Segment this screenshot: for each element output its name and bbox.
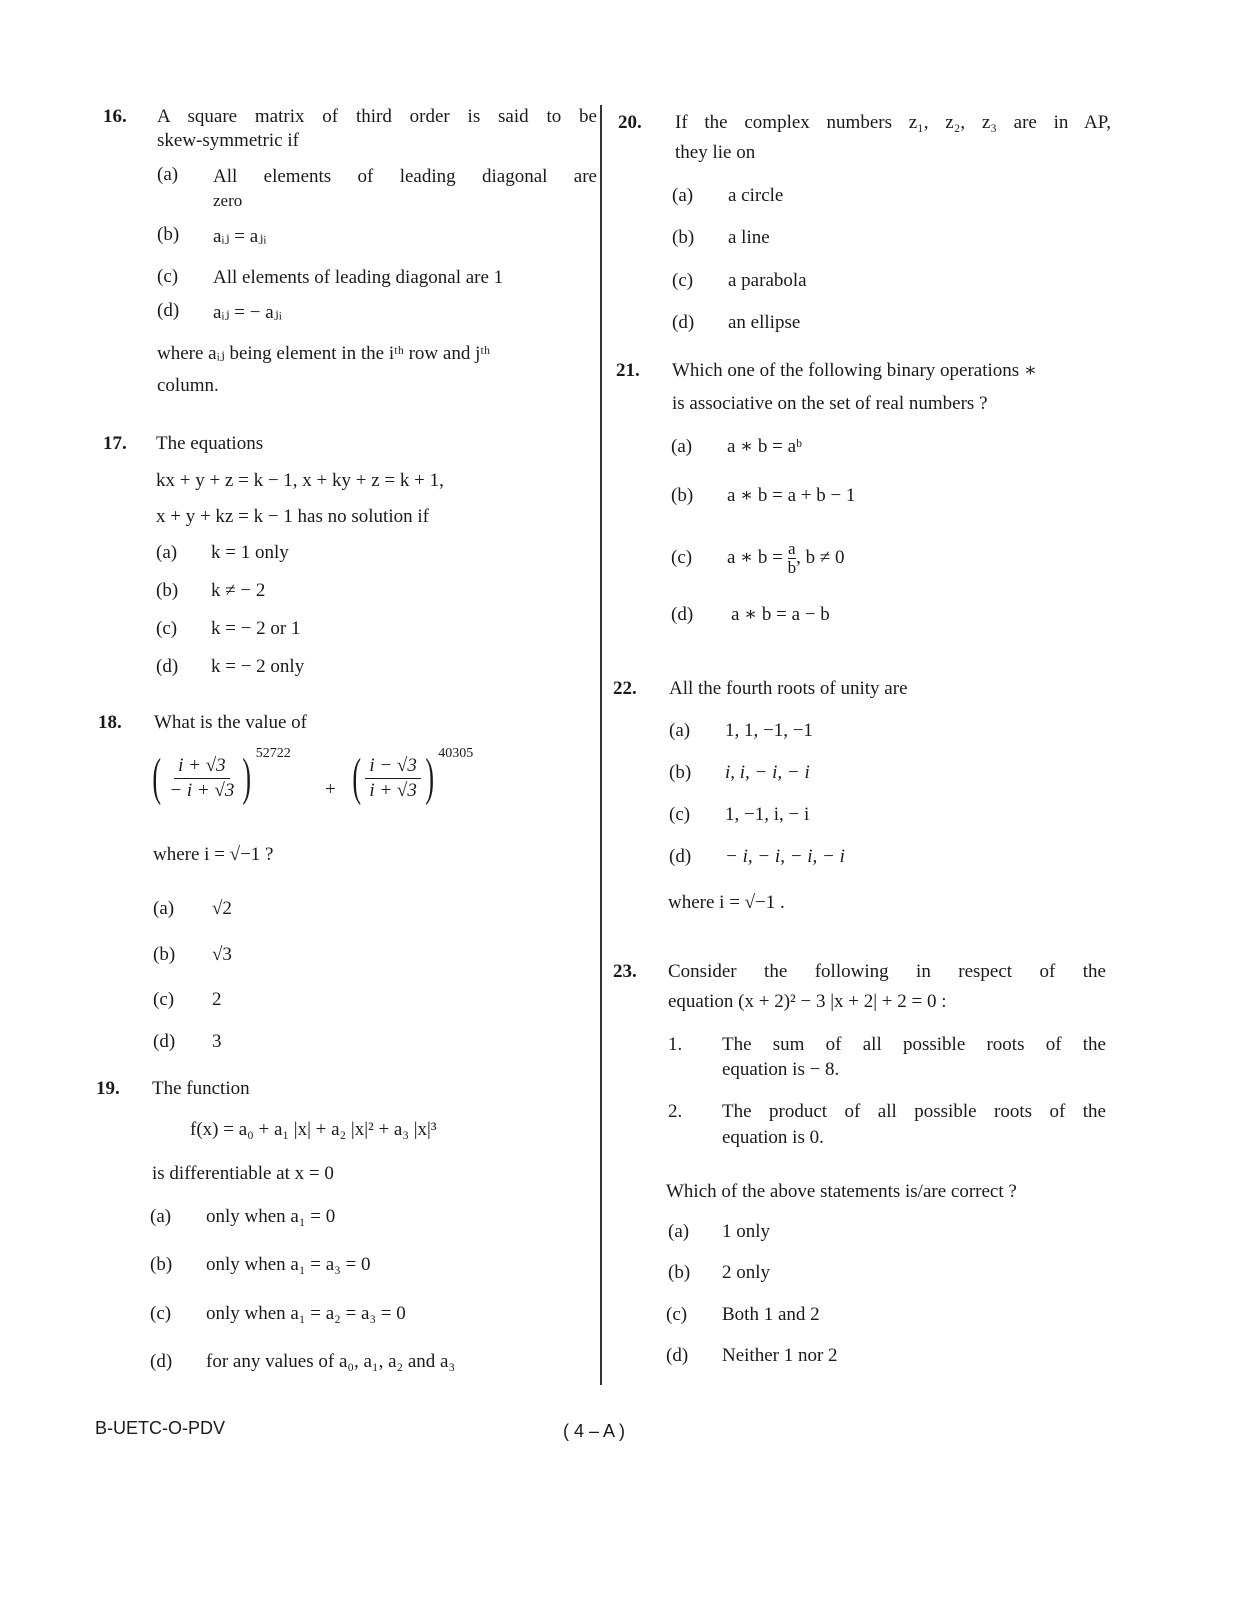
column-divider: [600, 105, 602, 1385]
statement-text: The sum of all possible roots of the: [722, 1034, 1106, 1055]
option-label[interactable]: (d): [153, 1031, 176, 1052]
option-label[interactable]: (c): [153, 989, 175, 1010]
option-label[interactable]: (a): [150, 1206, 172, 1227]
question-note: column.: [157, 375, 219, 396]
statement-text: equation is 0.: [722, 1127, 824, 1148]
option-label[interactable]: (a): [153, 898, 175, 919]
option-label[interactable]: (b): [153, 944, 176, 965]
option-text[interactable]: for any values of a₀, a₁, a₂ and a₃: [206, 1351, 456, 1372]
question-stem: they lie on: [675, 142, 756, 163]
where-clause: where i = √−1 ?: [153, 844, 274, 865]
question-number: 20.: [618, 112, 642, 133]
option-text[interactable]: a ∗ b = a + b − 1: [727, 485, 856, 506]
where-clause: where i = √−1 .: [668, 892, 785, 913]
option-label[interactable]: (b): [156, 580, 179, 601]
numerator: i − √3: [365, 755, 421, 779]
question-number: 22.: [613, 678, 637, 699]
right-paren: ): [242, 749, 252, 806]
option-label[interactable]: (d): [672, 312, 695, 333]
option-label[interactable]: (d): [666, 1345, 689, 1366]
option-text[interactable]: k = − 2 only: [211, 656, 305, 677]
question-number: 18.: [98, 712, 122, 733]
option-label[interactable]: (d): [157, 300, 180, 321]
option-text[interactable]: a parabola: [728, 270, 807, 291]
option-text[interactable]: i, i, − i, − i: [725, 762, 810, 783]
option-text[interactable]: aᵢⱼ = aⱼᵢ: [213, 226, 267, 247]
question-number: 17.: [103, 433, 127, 454]
option-text[interactable]: [727, 538, 845, 578]
option-text[interactable]: k = 1 only: [211, 542, 289, 563]
option-label[interactable]: (a): [156, 542, 178, 563]
fraction-term-1: [148, 746, 291, 806]
question-stem: A square matrix of third order is said to be: [157, 106, 597, 127]
option-text[interactable]: 1, −1, i, − i: [725, 804, 810, 825]
option-text[interactable]: k = − 2 or 1: [211, 618, 301, 639]
question-stem: If the complex numbers z₁, z₂, z₃ are in AP,: [675, 112, 1111, 133]
fraction: [788, 540, 797, 577]
option-text[interactable]: k ≠ − 2: [211, 580, 266, 601]
option-label[interactable]: (b): [150, 1254, 173, 1275]
option-label[interactable]: (c): [671, 547, 693, 568]
option-text[interactable]: 1 only: [722, 1221, 771, 1242]
numerator: a: [788, 539, 796, 559]
question-stem: The equations: [156, 433, 264, 454]
option-label[interactable]: (c): [150, 1303, 172, 1324]
denominator: i + √3: [369, 779, 417, 801]
condition: , b ≠ 0: [796, 547, 845, 568]
question-stem: All the fourth roots of unity are: [669, 678, 908, 699]
exponent: 52722: [255, 746, 291, 761]
option-text[interactable]: 2 only: [722, 1262, 771, 1283]
option-label[interactable]: (a): [672, 185, 694, 206]
question-note: where aᵢⱼ being element in the iᵗʰ row and jᵗʰ: [157, 343, 491, 364]
option-label[interactable]: (d): [156, 656, 179, 677]
question-stem: What is the value of: [154, 712, 308, 733]
option-text[interactable]: All elements of leading diagonal are: [213, 166, 597, 187]
option-label[interactable]: (c): [156, 618, 178, 639]
option-label[interactable]: (d): [669, 846, 692, 867]
equation: kx + y + z = k − 1, x + ky + z = k + 1,: [156, 470, 444, 491]
option-text[interactable]: only when a₁ = 0: [206, 1206, 336, 1227]
left-paren: (: [152, 749, 161, 806]
question-number: 23.: [613, 961, 637, 982]
function-formula: f(x) = a₀ + a₁ |x| + a₂ |x|² + a₃ |x|³: [190, 1119, 437, 1140]
option-label[interactable]: (b): [668, 1262, 691, 1283]
statement-label: 2.: [668, 1101, 683, 1122]
option-text[interactable]: zero: [213, 191, 243, 210]
question-number: 21.: [616, 360, 640, 381]
question-stem: is differentiable at x = 0: [152, 1163, 334, 1184]
option-label[interactable]: (a): [668, 1221, 690, 1242]
option-label[interactable]: (b): [672, 227, 695, 248]
option-label[interactable]: (c): [157, 266, 179, 287]
question-number: 16.: [103, 106, 127, 127]
option-label[interactable]: (b): [671, 485, 694, 506]
question-stem: Which one of the following binary operations ∗: [672, 360, 1037, 381]
question-prompt: Which of the above statements is/are correct ?: [666, 1181, 1017, 1202]
option-label[interactable]: (a): [671, 436, 693, 457]
option-label[interactable]: (b): [669, 762, 692, 783]
option-text[interactable]: only when a₁ = a₃ = 0: [206, 1254, 371, 1275]
question-stem: The function: [152, 1078, 250, 1099]
option-label[interactable]: (c): [672, 270, 694, 291]
option-text[interactable]: a ∗ b = aᵇ: [727, 436, 802, 457]
question-stem: skew-symmetric if: [157, 130, 299, 151]
option-text[interactable]: 2: [212, 989, 222, 1010]
option-label[interactable]: (c): [666, 1304, 688, 1325]
question-stem: equation (x + 2)² − 3 |x + 2| + 2 = 0 :: [668, 991, 947, 1012]
option-label[interactable]: (d): [150, 1351, 173, 1372]
expression-lhs: a ∗ b =: [727, 547, 783, 568]
option-text[interactable]: − i, − i, − i, − i: [725, 846, 845, 867]
equation: x + y + kz = k − 1 has no solution if: [156, 506, 429, 527]
option-text[interactable]: All elements of leading diagonal are 1: [213, 267, 504, 288]
denominator: − i + √3: [169, 779, 235, 801]
option-text[interactable]: 1, 1, −1, −1: [725, 720, 813, 741]
page-number: ( 4 – A ): [563, 1421, 626, 1441]
option-text[interactable]: aᵢⱼ = − aⱼᵢ: [213, 302, 282, 323]
statement-label: 1.: [668, 1034, 683, 1055]
exponent: 40305: [438, 746, 474, 761]
left-paren: (: [352, 749, 361, 806]
statement-text: equation is − 8.: [722, 1059, 840, 1080]
option-label[interactable]: (c): [669, 804, 691, 825]
question-stem: Consider the following in respect of the: [668, 961, 1106, 982]
option-text[interactable]: 3: [212, 1031, 222, 1052]
statement-text: The product of all possible roots of the: [722, 1101, 1106, 1122]
plus-sign: +: [325, 779, 336, 800]
booklet-code: B-UETC-O-PDV: [95, 1418, 225, 1438]
option-text[interactable]: √2: [212, 898, 232, 919]
option-label[interactable]: (a): [157, 164, 179, 185]
option-label[interactable]: (b): [157, 224, 180, 245]
numerator: i + √3: [174, 755, 230, 779]
option-text[interactable]: an ellipse: [728, 312, 801, 333]
option-text[interactable]: √3: [212, 944, 232, 965]
right-paren: ): [425, 749, 434, 806]
option-text[interactable]: Neither 1 nor 2: [722, 1345, 838, 1366]
question-number: 19.: [96, 1078, 120, 1099]
option-text[interactable]: Both 1 and 2: [722, 1304, 820, 1325]
option-label[interactable]: (d): [671, 604, 694, 625]
denominator: b: [787, 558, 797, 578]
option-text[interactable]: only when a₁ = a₂ = a₃ = 0: [206, 1303, 406, 1324]
fraction-term-2: [348, 746, 474, 806]
question-stem: is associative on the set of real numbers ?: [672, 393, 988, 414]
option-text[interactable]: a line: [728, 227, 770, 248]
option-label[interactable]: (a): [669, 720, 691, 741]
option-text[interactable]: a circle: [728, 185, 784, 206]
option-text[interactable]: a ∗ b = a − b: [731, 604, 830, 625]
